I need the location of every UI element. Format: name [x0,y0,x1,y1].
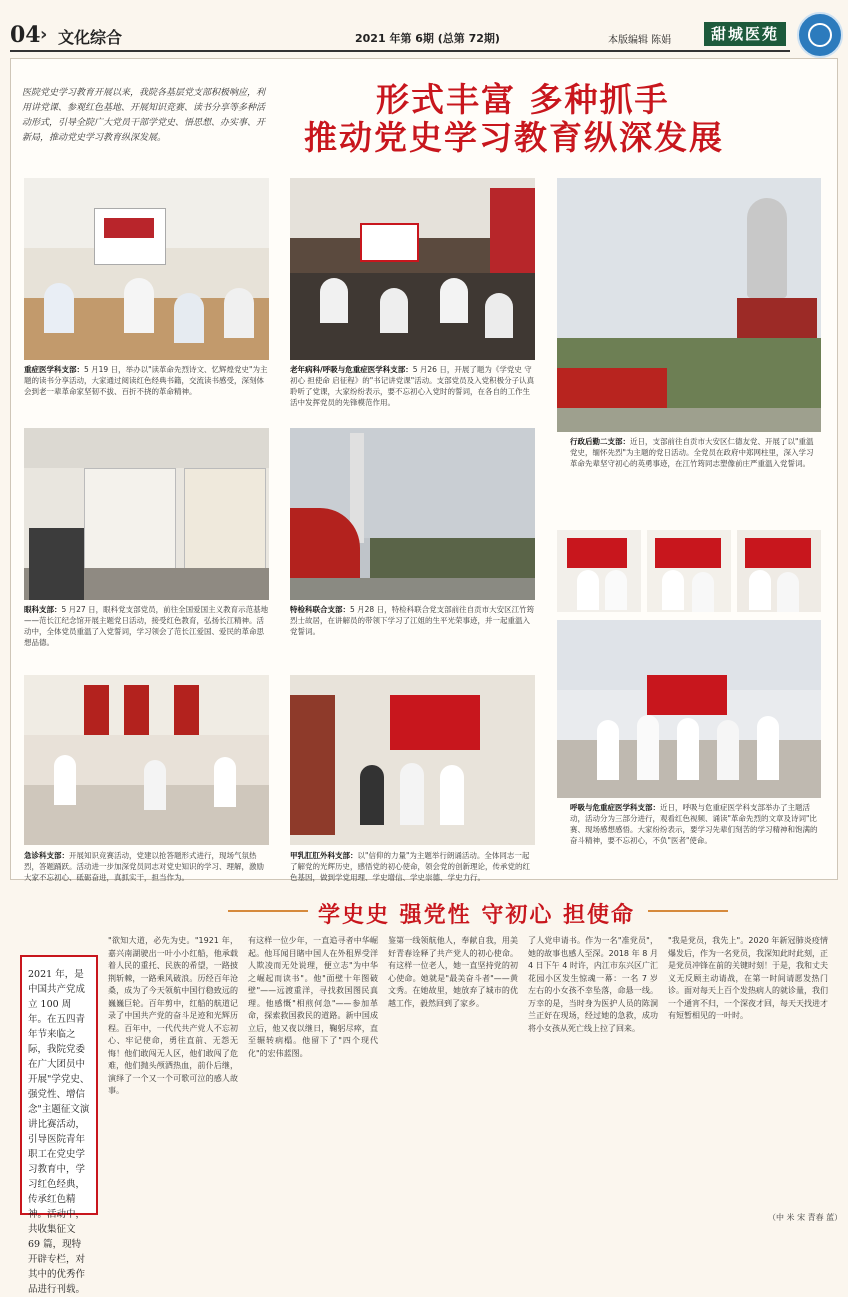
caption-text: 5 月28 日，特检科联合党支部前往自贡市大安区江竹筠烈士故居，在讲解员的带领下学习了江姐的生平光荣事迹，并一起重温入党誓词。 [290,605,535,636]
title-ornament-left [228,910,308,912]
photo-recitation [290,675,535,845]
photo-icu-reading [24,178,269,360]
issue-info: 2021 年第 6期 (总第 72期) [355,32,500,45]
caption-text: 5 月26 日，开展了题为《学党史 守初心 担使命 启征程》的"书记讲党课"活动。支部党员及入党积极分子认真聆听了党课，大家纷纷表示，要不忘初心入党时的誓词，在各自的工作生活中发挥党员的先锋模范作用。 [290,365,535,407]
essay-column-5: "我是党员，我先上"。2020 年新冠肺炎疫情爆发后，作为一名党员，我深知此时此刻，正是党员冲锋在前的关键时刻！于是，我和丈夫义无反顾主动请战，在第一时间请愿发热门诊。面对每天上百个发热病人的就诊量，我们一个通宵不归，一个深夜才回，每天天找进才有短暂相见的一叶时。 [668,936,828,1020]
caption-geriatrics [290,364,535,408]
caption-text: 以"信仰的力量"为主题举行朗诵活动。全体同志一起了解党的光辉历史，感悟党的初心使命，领会党的创新理论，传承党的红色基因，做到学党用理、学史增信、学史崇德、学史力行。 [290,851,530,882]
caption-text: 5 月19 日，举办以"读革命先烈诗文、忆辉煌党史"为主题的读书分享活动，大家通过阅读红色经典书籍，交流读书感受，深刻体会到老一辈革命家坚韧不拔、百折不挠的革命精神。 [24,365,268,396]
section-title: 文化综合 [58,28,123,47]
caption-title: 行政后勤二支部： [570,437,630,446]
photo-respiratory-group [557,620,821,798]
caption-title: 重症医学科支部： [24,365,84,374]
caption-special-exam [290,604,535,637]
essay-column-4: 了人党申请书。作为一名"准党员"，她的故事也感人至深。2018 年 8 月 4 日下午 4 时许，内江市东兴区广汇花园小区发生惊魂一幕：一名 7 岁左右的小女孩不幸坠落，命悬一线。万幸的是，当时身为医护人员的陈洞兰正好在现场，经过她的急救，成功将小女孩从死亡线上拉了回来。 [528,936,658,1033]
photo-geriatrics-lecture [290,178,535,360]
photo-emergency-quiz [24,675,269,845]
chevron-right-icon: › [40,24,48,45]
photo-respiratory-3 [737,530,821,612]
caption-icu [24,364,269,397]
caption-thyroid [290,850,535,883]
caption-ophthalmology [24,604,269,648]
editor-info: 本版编辑 陈娟 [608,35,672,46]
caption-title: 老年病科/呼吸与危重症医学科支部： [290,365,413,374]
caption-title: 甲乳肛肛外科支部： [290,851,358,860]
photo-museum [24,428,269,600]
photo-statue-visit [557,178,821,432]
caption-text: 开展知识竞赛活动，党建以抢答题形式进行，现场气氛热烈，答题踊跃。活动进一步加深党员同志对党史知识的学习、理解，激励大家不忘初心、砥砺奋进，真抓实干，担当作为。 [24,851,264,882]
caption-title: 眼科支部： [24,605,62,614]
essay-author: （中 米 宋 青春 蓝） [768,1213,843,1222]
hospital-emblem-icon [797,12,843,58]
header-rule [10,50,790,52]
caption-respiratory [570,802,820,846]
intro-text: 医院党史学习教育开展以来，我院各基层党支部积极响应，利用讲党课、参观红色基地、开展知识竞赛、读书分享等多种活动形式，引导全院广大党员干部学党史、悟思想、办实事、开新局，推动党史学习教育纵深发展。 [22,88,266,143]
caption-text: 5 月27 日，眼科党支部党员，前往全国爱国主义教育示范基地——范长江纪念馆开展主题党日活动，接受红色教育，弘扬长江精神。活动中，全体党员重温了入党誓词，学习领会了范长江爱国、爱民的革命思想品德。 [24,605,269,647]
photo-respiratory-1 [557,530,641,612]
caption-admin [570,436,820,469]
section2-title: 学史史 强党性 守初心 担使命 [318,903,635,928]
headline-line1: 形式丰富 多种抓手 [376,80,670,119]
caption-title: 呼吸与危重症医学科支部： [570,803,660,812]
headline-line2: 推动党史学习教育纵深发展 [304,118,724,157]
caption-title: 急诊科支部： [24,851,69,860]
essay-column-1: "欲知大道，必先为史。"1921 年，嘉兴南湖驶出一叶小小红船，他承载着人民的重托、民族的希望，一路披荆斩棘，一路乘风破浪。历经百年沧桑，成为了今天领航中国行稳致远的巍巍巨轮。百年剪中，红船的航道记录了中国共产党的奋斗足迹和光辉历程。百年中，一代代共产党人不忘初心、牢记使命，勇往直前、无怨无悔！他们敢闯无人区，他们敢闯了危难，他们抛头颅洒热血，前仆后继，演绎了一个又一个可歌可泣的感人故事。 [108,936,238,1095]
caption-text: 近日，支部前往自贡市大安区仁德友党、开展了以"重温党史，缅怀先烈"为主题的党日活动。全党员在政府中郑网柱里，深入学习革命先辈坚守初心的英勇事迹，在江竹筠同志塑像前庄严重温入党誓词。 [570,437,814,468]
essay-column-2: 有这样一位少年，一直追寻者中华崛起。他耳闻目睹中国人在外租界受洋人欺凌而无处说理，便立志"为中华之崛起而读书"。他"面壁十年图破壁"——远渡重洋，寻找救国图民真理。他感慨"相煎何急"——参加革命，探索救国救民的道路。新中国成立后，他又夜以继日，鞠躬尽瘁，直至辗转病榻。他留下了"四个现代化"的宏伟蓝图。 [248,936,378,1058]
caption-title: 特检科联合支部： [290,605,350,614]
caption-emergency [24,850,269,883]
photo-monument [290,428,535,600]
sidebar-note: 2021 年，是中国共产党成立 100 周年。在五四青年节来临之际，我院党委在广大团员中开展"学党史、强党性、增信念"主题征文演讲比赛活动，引导医院青年职工在党史学习教育中，学习红色经典，传承红色精神。活动中，共收集征文 69 篇，现特开辟专栏，对其中的优秀作品进行刊载。 [20,955,98,1215]
caption-text: 近日，呼吸与危重症医学科支部举办了主题活动，活动分为三部分进行，观看红色视频、诵读"革命先烈的文章及诗词"比赛、现场感想感悟。大家纷纷表示，要学习先辈们刻苦的学习精神和饱满的奋斗精神，要不忘初心，不负"医者"使命。 [570,803,818,845]
essay-column-3: 鉴第一线领航他人，奉献自我，用美好青春诠释了共产党人的初心使命。有这样一位老人，她一直坚持党的初心使命。她就是"最美奋斗者"——黄文秀。在她故里，她放弃了城市的优越工作，毅然回到了家乡。 [388,936,518,1008]
photo-respiratory-2 [647,530,731,612]
title-ornament-right [648,910,728,912]
page-number: 04 [10,22,41,48]
masthead-logo: 甜城医苑 [704,22,786,46]
